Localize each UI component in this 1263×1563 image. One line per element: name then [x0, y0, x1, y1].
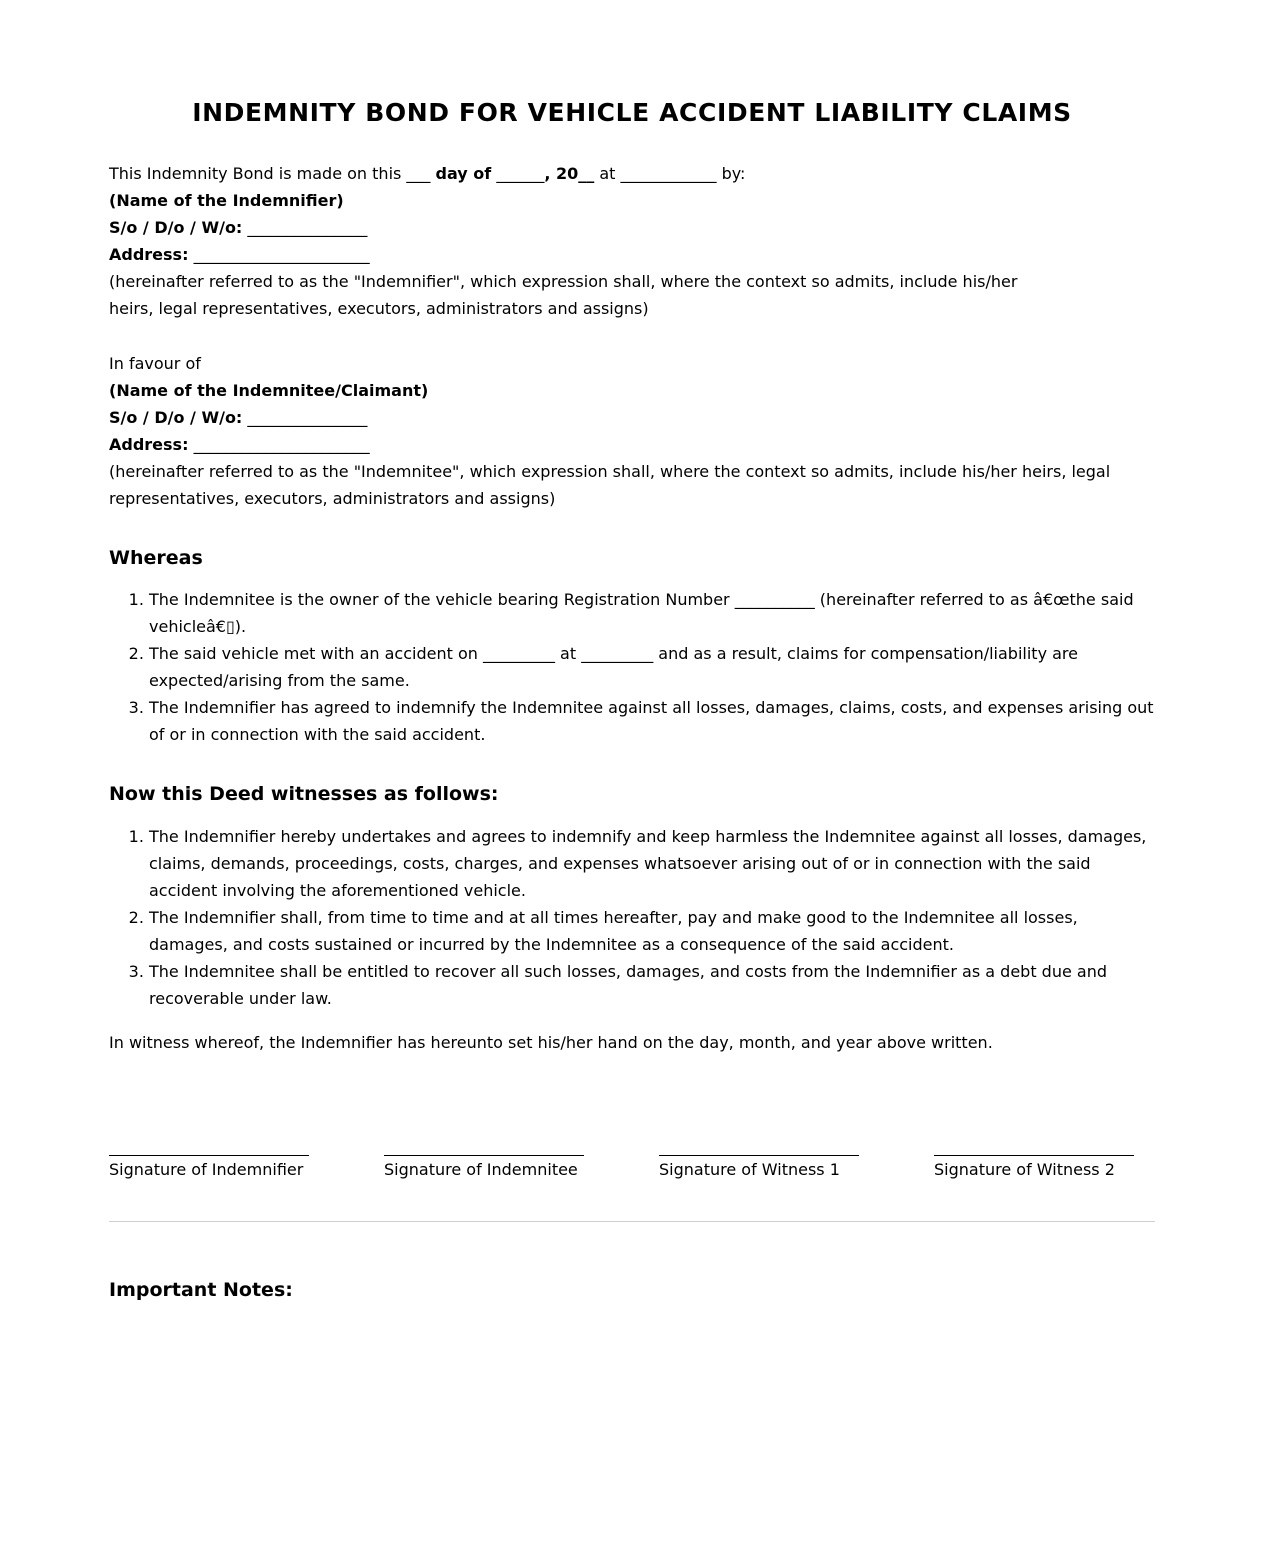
relation-label: S/o / D/o / W/o:: [109, 408, 243, 427]
witness-statement: In witness whereof, the Indemnifier has hereunto set his/her hand on the day, month, and year above written.: [109, 1033, 993, 1052]
address-blank: ______________________: [188, 245, 370, 264]
in-favour-of: In favour of: [109, 354, 201, 373]
list-item: 3. The Indemnifier has agreed to indemnify the Indemnitee against all losses, damages, claims, costs, and expenses arising out of or in connection with the said accident.: [149, 694, 1155, 748]
indemnifier-address: [109, 241, 1155, 268]
deed-list-container: [109, 823, 1155, 1012]
signature-label: Signature of Witness 2: [934, 1160, 1115, 1179]
signature-label: Signature of Witness 1: [659, 1160, 840, 1179]
bond-date-line: [109, 160, 1155, 187]
list-item: 2. The said vehicle met with an accident on _________ at _________ and as a result, claims for compensation/liability are expected/arising from the same.: [149, 640, 1155, 694]
bond-day-of: day of: [435, 164, 492, 183]
relation-blank: _______________: [242, 408, 368, 427]
list-item: 1. The Indemnifier hereby undertakes and agrees to indemnify and keep harmless the Indemnitee against all losses, damages, claims, demands, proceedings, costs, charges, and expenses whatsoever arising out of or in connection with the said accident involving the aforementioned vehicle.: [149, 823, 1155, 904]
signature-label: Signature of Indemnitee: [384, 1160, 578, 1179]
signature-witness-2: [934, 1131, 1134, 1179]
section-divider: [109, 1221, 1155, 1222]
list-item: 3. The Indemnitee shall be entitled to recover all such losses, damages, and costs from the Indemnifier as a debt due and recoverable under law.: [149, 958, 1155, 1012]
signature-indemnifier: [109, 1131, 309, 1179]
indemnitee-address: [109, 431, 1155, 458]
bond-date-prefix: This Indemnity Bond is made on this ___: [109, 164, 436, 183]
signature-label: Signature of Indemnifier: [109, 1160, 304, 1179]
indemnitee-relation: [109, 404, 1155, 431]
whereas-list: [109, 586, 1155, 748]
signature-line: [934, 1131, 1134, 1156]
indemnitee-hereinafter: (hereinafter referred to as the "Indemnitee", which expression shall, where the context so admits, include his/her heirs, legal representatives, executors, administrators and assigns): [109, 462, 1111, 508]
indemnifier-relation: [109, 214, 1155, 241]
address-label: Address:: [109, 435, 189, 454]
bond-place-blank: at ____________ by:: [594, 164, 746, 183]
notes-heading: Important Notes:: [109, 1279, 293, 1301]
signature-witness-1: [659, 1131, 859, 1179]
indemnifier-hereinafter: (hereinafter referred to as the "Indemnifier", which expression shall, where the context so admits, include his/her heirs, legal representatives, executors, administrators and assigns): [109, 272, 1018, 318]
bond-month-blank: ______: [491, 164, 545, 183]
deed-list: [109, 823, 1155, 1012]
signature-row: [109, 1131, 1155, 1191]
whereas-list-container: [109, 586, 1155, 748]
signature-indemnitee: [384, 1131, 584, 1179]
list-item: 2. The Indemnifier shall, from time to time and at all times hereafter, pay and make good to the Indemnitee all losses, damages, and costs sustained or incurred by the Indemnitee as a consequence of the said accident.: [149, 904, 1155, 958]
address-label: Address:: [109, 245, 189, 264]
indemnifier-block: [109, 160, 1155, 322]
document-title: INDEMNITY BOND FOR VEHICLE ACCIDENT LIABILITY CLAIMS: [192, 98, 1072, 127]
indemnitee-block: [109, 350, 1155, 512]
deed-heading: Now this Deed witnesses as follows:: [109, 783, 499, 805]
signature-line: [384, 1131, 584, 1156]
bond-year-blank: , 20__: [544, 164, 595, 183]
whereas-heading: Whereas: [109, 547, 203, 569]
indemnitee-name: (Name of the Indemnitee/Claimant): [109, 381, 429, 400]
address-blank: ______________________: [188, 435, 370, 454]
signature-line: [109, 1131, 309, 1156]
list-item: 1. The Indemnitee is the owner of the vehicle bearing Registration Number __________ (hereinafter referred to as â€œthe said vehicleâ€▯).: [149, 586, 1155, 640]
signature-line: [659, 1131, 859, 1156]
indemnifier-name: (Name of the Indemnifier): [109, 191, 344, 210]
relation-blank: _______________: [242, 218, 368, 237]
relation-label: S/o / D/o / W/o:: [109, 218, 243, 237]
